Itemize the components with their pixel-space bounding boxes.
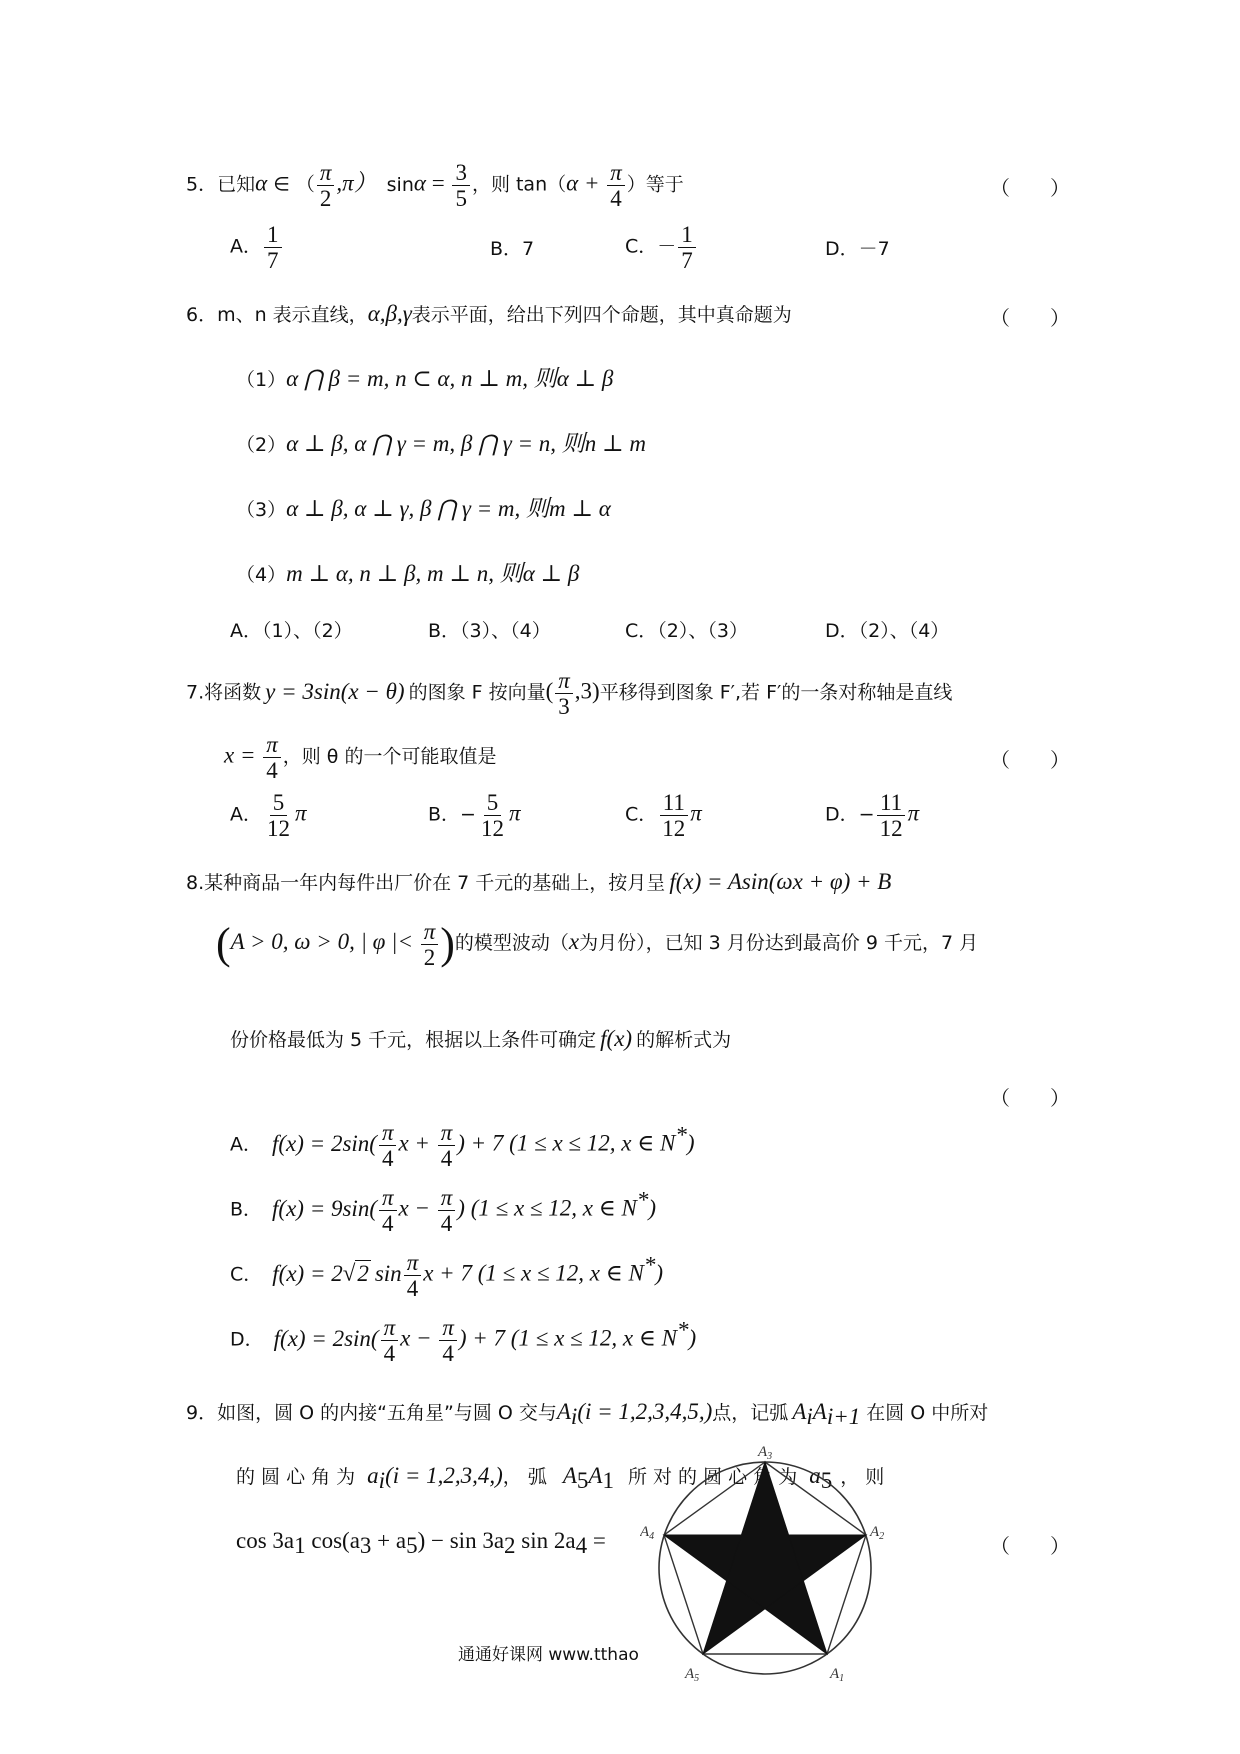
q7-option-b[interactable]: B．− $\frac{5}{12}$ π — [428, 790, 521, 842]
q8-stem-line3: 份价格最低为 5 千元，根据以上条件可确定 f(x) 的解析式为 — [230, 1026, 732, 1051]
q6-proposition-2: （2）α ⊥ β, α ⋂ γ = m, β ⋂ γ = n, 则n ⊥ m — [236, 431, 647, 456]
star-shape — [664, 1462, 866, 1654]
q6-proposition-1: （1）α ⋂ β = m, n ⊂ α, n ⊥ m, 则α ⊥ β — [236, 366, 614, 391]
q6-option-c[interactable]: C．（2）、（3） — [625, 620, 748, 642]
q6-stem: 6．m、n 表示直线，α,β,γ表示平面，给出下列四个命题，其中真命题为 — [186, 301, 792, 326]
q8-stem-line1: 8.某种商品一年内每件出厂价在 7 千元的基础上，按月呈 f(x) = Asin(ωx + φ) + B — [186, 869, 892, 894]
q6-option-d[interactable]: D．（2）、（4） — [825, 620, 950, 642]
fig-label-a4: $A_4$ — [640, 1524, 655, 1542]
q7-answer-bracket[interactable]: （ ） — [990, 748, 1070, 772]
q7-option-a[interactable]: A． $\frac{5}{12}$ π — [230, 790, 307, 842]
q5-three-fifths: $\frac{3}{5}$ — [452, 160, 470, 212]
fig-label-a5: $A_5$ — [685, 1666, 700, 1684]
q9-answer-bracket[interactable]: （ ） — [990, 1534, 1070, 1558]
q7-stem-line2: x = $\frac{\pi}{4}$ ，则 θ 的一个可能取值是 — [224, 732, 497, 784]
q5-pi-over-2: $\frac{\pi}{2}$ — [317, 160, 335, 212]
fig-label-a2: $A_2$ — [870, 1524, 885, 1542]
q5-option-d[interactable]: D．－7 — [825, 238, 890, 260]
q8-option-a[interactable]: A． f(x) = 2sin( $\frac{\pi}{4}$ x + $\frac{\pi}{4}$ ) + 7 (1 ≤ x ≤ 12, x ∈ N*) — [230, 1120, 695, 1172]
q5-pi-over-4: $\frac{\pi}{4}$ — [607, 160, 625, 212]
q5-option-b[interactable]: B．7 — [490, 238, 535, 260]
q8-answer-bracket[interactable]: （ ） — [990, 1086, 1070, 1110]
footer-watermark: 通通好课网 www.tthao — [458, 1645, 639, 1665]
q8-stem-line2: (A > 0, ω > 0, | φ |< $\frac{\pi}{2}$ )的模型波动（x为月份），已知 3 月份达到最高价 9 千元，7 月 — [216, 918, 979, 970]
q5-option-c[interactable]: C．－ $\frac{1}{7}$ — [625, 222, 698, 274]
q7-option-d[interactable]: D．− $\frac{11}{12}$ π — [825, 790, 920, 842]
q9-expression: $\cos 3a_1$ $\cos(a_3 + a_5) - \sin 3a_2$ $\sin 2a_4$ = — [236, 1528, 606, 1559]
q6-option-a[interactable]: A．（1）、（2） — [230, 620, 353, 642]
q8-option-c[interactable]: C． f(x) = 2√2 sin $\frac{\pi}{4}$ x + 7 (1 ≤ x ≤ 12, x ∈ N*) — [230, 1250, 664, 1302]
q8-option-b[interactable]: B． f(x) = 9sin( $\frac{\pi}{4}$ x − $\frac{\pi}{4}$ ) (1 ≤ x ≤ 12, x ∈ N*) — [230, 1185, 657, 1237]
q5-stem: 5．已知α ∈ （ $\frac{\pi}{2}$ ,π） sinα = $\frac{3}{5}$ ，则 tan（α + $\frac{\pi}{4}$ ）等于 — [186, 160, 684, 212]
q9-stem-line2: 的 圆 心 角 为 $a_i(i = 1,2,3,4,)$， 弧 $A_5A_1$ 所 对 的 圆 心 角 为 $a_5$ ， 则 — [236, 1463, 885, 1494]
five-pointed-star-figure — [640, 1440, 890, 1690]
q6-answer-bracket[interactable]: （ ） — [990, 306, 1070, 330]
fig-label-a1: $A_1$ — [830, 1666, 845, 1684]
q6-proposition-4: （4）m ⊥ α, n ⊥ β, m ⊥ n, 则α ⊥ β — [236, 561, 580, 586]
fig-label-a3: $A_3$ — [758, 1444, 773, 1462]
q9-stem-line1: 9．如图，圆 O 的内接“五角星”与圆 O 交与$A_i(i = 1,2,3,4,5,)$点，记弧 $A_iA_{i+1}$ 在圆 O 中所对 — [186, 1399, 989, 1430]
q6-proposition-3: （3）α ⊥ β, α ⊥ γ, β ⋂ γ = m, 则m ⊥ α — [236, 496, 611, 521]
q6-option-b[interactable]: B．（3）、（4） — [428, 620, 551, 642]
q7-stem-line1: 7.将函数 y = 3sin(x − θ) 的图象 F 按向量( $\frac{\pi}{3}$ ,3)平移得到图象 F′,若 F′的一条对称轴是直线 — [186, 668, 953, 720]
q7-option-c[interactable]: C． $\frac{11}{12}$ π — [625, 790, 702, 842]
q5-option-a[interactable]: A． $\frac{1}{7}$ — [230, 222, 284, 274]
q8-option-d[interactable]: D． f(x) = 2sin( $\frac{\pi}{4}$ x − $\frac{\pi}{4}$ ) + 7 (1 ≤ x ≤ 12, x ∈ N*) — [230, 1315, 697, 1367]
q5-answer-bracket[interactable]: （ ） — [990, 176, 1070, 200]
